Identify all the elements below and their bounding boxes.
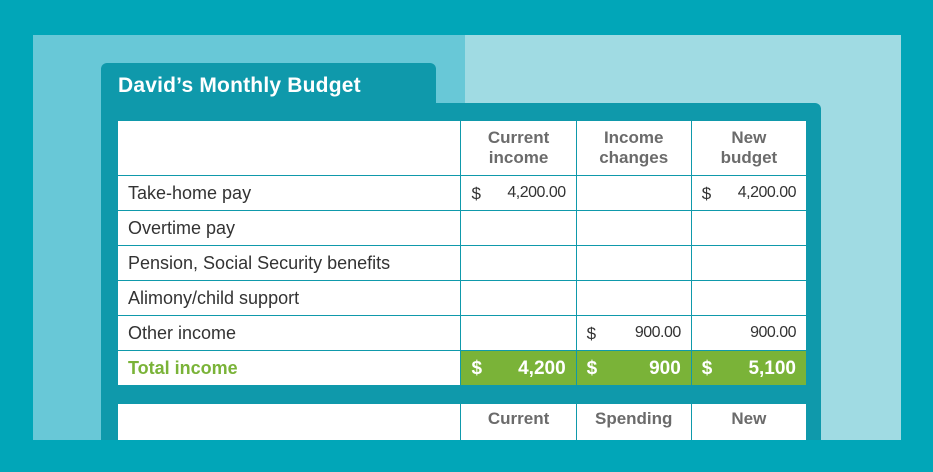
cell-new[interactable] [691, 246, 806, 281]
budget-title: David’s Monthly Budget [118, 74, 361, 97]
header-blank-cell [118, 121, 461, 176]
row-label: Overtime pay [118, 211, 461, 246]
header-new-spending: New [691, 404, 806, 441]
cell-changes[interactable] [576, 281, 691, 316]
table-row [118, 281, 807, 316]
spending-header-row [118, 404, 807, 441]
budget-card [101, 103, 821, 440]
table-row [118, 176, 807, 211]
row-label: Alimony/child support [118, 281, 461, 316]
total-income-row [118, 351, 807, 386]
spending-table [117, 403, 807, 440]
income-header-row [118, 121, 807, 176]
header-income-changes: Income changes [576, 121, 691, 176]
cell-current[interactable] [461, 246, 576, 281]
header-spending-changes: Spending [576, 404, 691, 441]
table-row [118, 211, 807, 246]
table-row [118, 246, 807, 281]
cell-changes[interactable]: $ 900.00 [576, 316, 691, 351]
cell-current[interactable]: $ 4,200.00 [461, 176, 576, 211]
header-new-budget: New budget [691, 121, 806, 176]
total-new: $ 5,100 [691, 351, 806, 386]
header-current-income: Current income [461, 121, 576, 176]
cell-current[interactable] [461, 281, 576, 316]
table-row [118, 316, 807, 351]
header-current-spending: Current [461, 404, 576, 441]
row-label: Other income [118, 316, 461, 351]
total-current: $ 4,200 [461, 351, 576, 386]
cell-changes[interactable] [576, 176, 691, 211]
income-table [117, 120, 807, 386]
header-blank-cell [118, 404, 461, 441]
cell-new[interactable] [691, 281, 806, 316]
cell-changes[interactable] [576, 211, 691, 246]
cell-new[interactable] [691, 211, 806, 246]
cell-new[interactable]: $ 4,200.00 [691, 176, 806, 211]
cell-new[interactable]: 900.00 [691, 316, 806, 351]
total-income-label: Total income [118, 351, 461, 386]
cell-current[interactable] [461, 211, 576, 246]
row-label: Take-home pay [118, 176, 461, 211]
cell-changes[interactable] [576, 246, 691, 281]
total-changes: $ 900 [576, 351, 691, 386]
cell-current[interactable] [461, 316, 576, 351]
row-label: Pension, Social Security benefits [118, 246, 461, 281]
